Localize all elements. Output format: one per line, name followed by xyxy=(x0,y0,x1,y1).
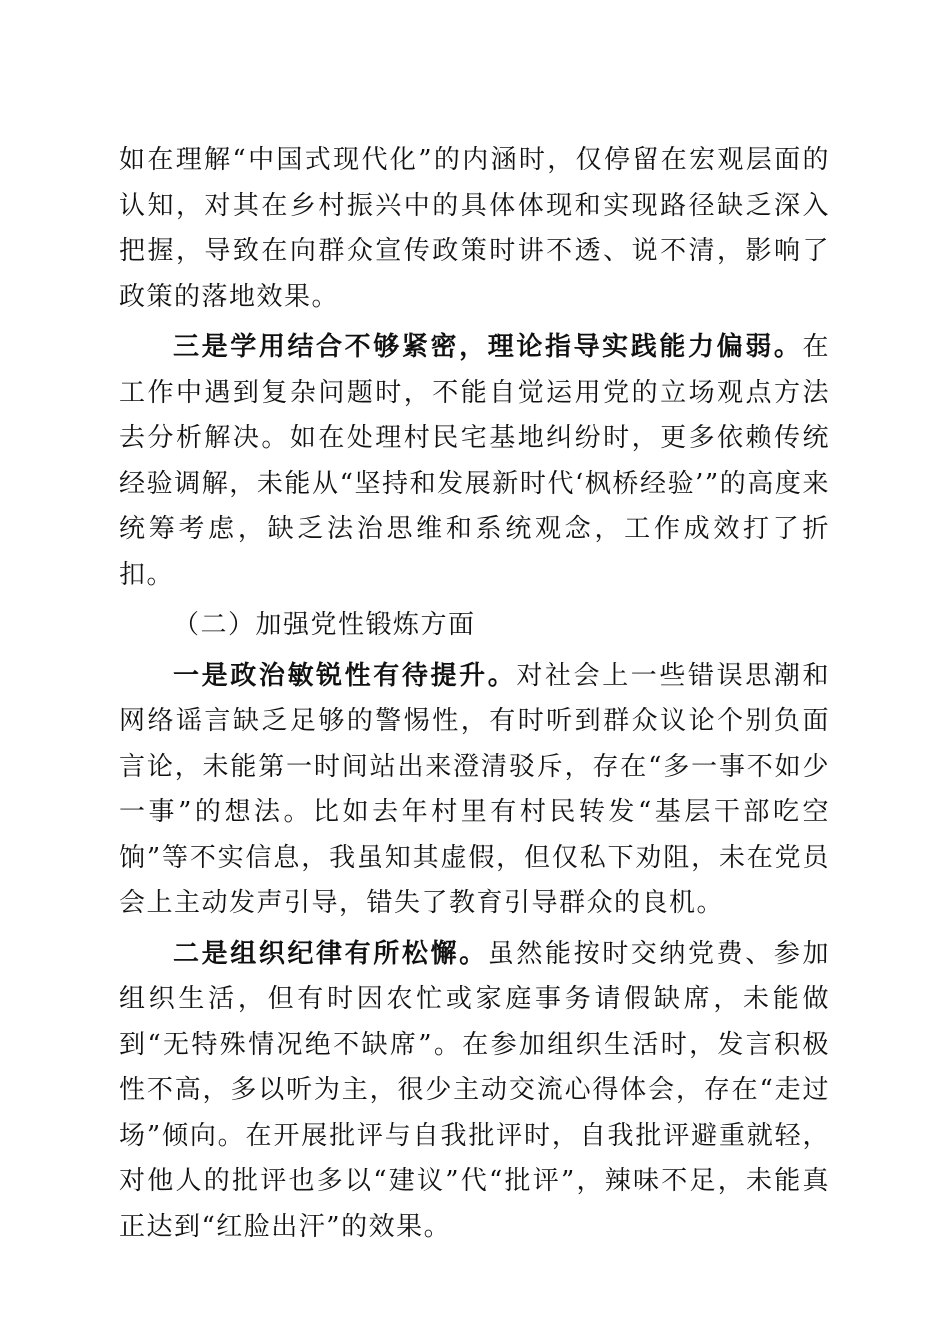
paragraph-lead: 三是学用结合不够紧密，理论指导实践能力偏弱。 xyxy=(173,332,803,362)
paragraph-text: 如在理解“中国式现代化”的内涵时，仅停留在宏观层面的认知，对其在乡村振兴中的具体体现和实现路径缺乏深入把握，导致在向群众宣传政策时讲不透、说不清，影响了政策的落地效果。 xyxy=(119,145,830,312)
paragraph-organizational-discipline xyxy=(119,932,830,1251)
paragraph-theory-practice xyxy=(119,325,830,598)
paragraph-lead: 一是政治敏锐性有待提升。 xyxy=(173,660,517,691)
paragraph-text: 对社会上一些错误思潮和网络谣言缺乏足够的警惕性，有时听到群众议论个别负面言论，未能第一时间站出来澄清驳斥，存在“多一事不如少一事”的想法。比如去年村里有村民转发“基层干部吃空饷”等不实信息，我虽知其虚假，但仅私下劝阻，未在党员会上主动发声引导，错失了教育引导群众的良机。 xyxy=(119,660,830,918)
paragraph-text: 虽然能按时交纳党费、参加组织生活，但有时因农忙或家庭事务请假缺席，未能做到“无特殊情况绝不缺席”。在参加组织生活时，发言积极性不高，多以听为主，很少主动交流心得体会，存在“走过场”倾向。在开展批评与自我批评时，自我批评避重就轻，对他人的批评也多以“建议”代“批评”，辣味不足，未能真正达到“红脸出汗”的效果。 xyxy=(119,938,830,1242)
paragraph-continuation xyxy=(119,138,830,320)
paragraph-political-sensitivity xyxy=(119,654,830,927)
document-body xyxy=(119,138,830,1255)
paragraph-lead: 二是组织纪律有所松懈。 xyxy=(173,938,488,969)
section-heading-text: （二）加强党性锻炼方面 xyxy=(173,610,476,640)
paragraph-text: 在工作中遇到复杂问题时，不能自觉运用党的立场观点方法去分析解决。如在处理村民宅基地纠纷时，更多依赖传统经验调解，未能从“坚持和发展新时代‘枫桥经验’”的高度来统筹考虑，缺乏法治思维和系统观念，工作成效打了折扣。 xyxy=(119,332,830,590)
section-heading xyxy=(119,603,830,649)
